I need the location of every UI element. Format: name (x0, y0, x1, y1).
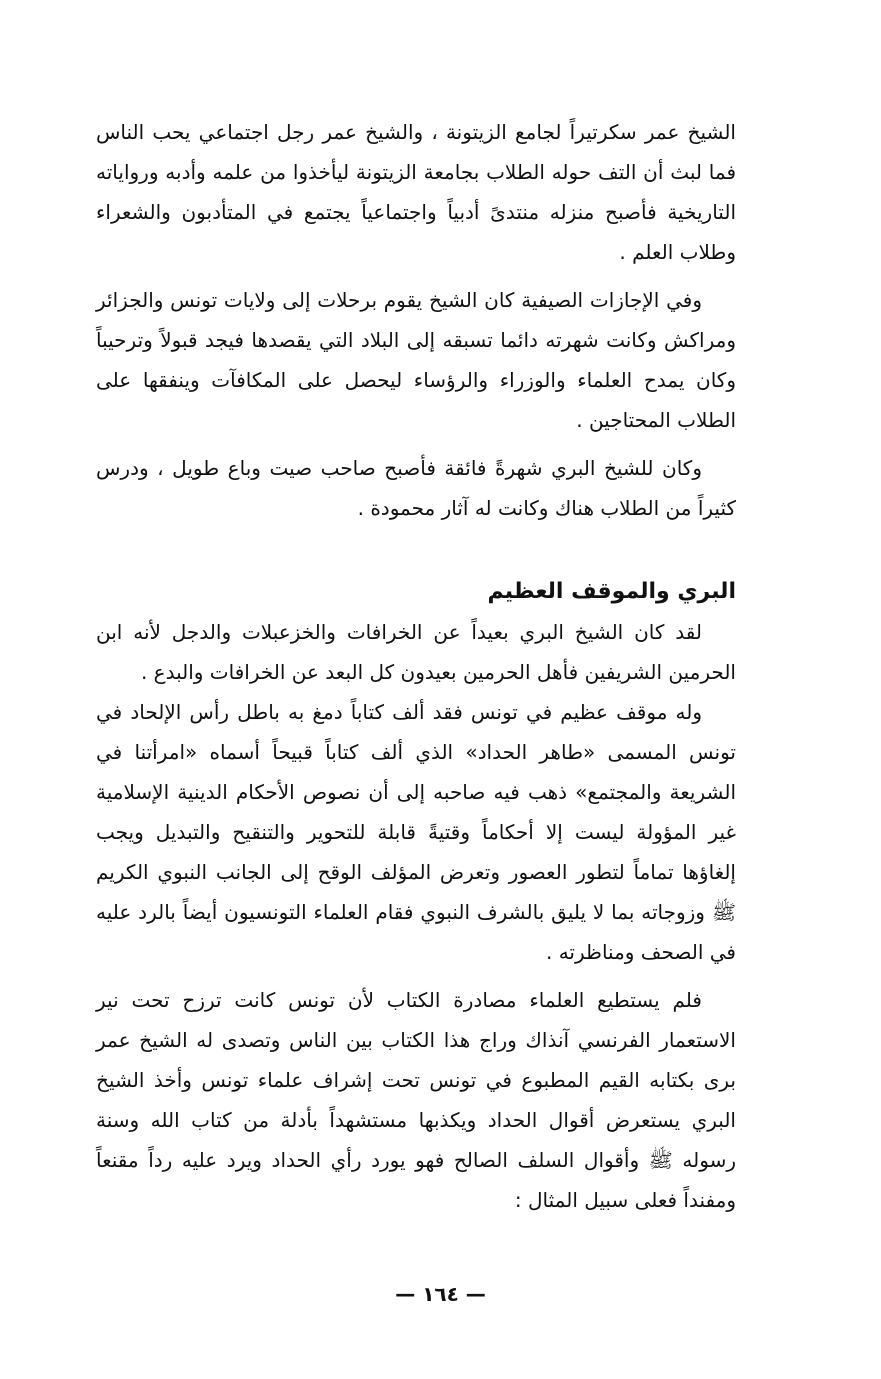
page-body (96, 112, 736, 1220)
paragraph-1: الشيخ عمر سكرتيراً لجامع الزيتونة ، والشيخ عمر رجل اجتماعي يحب الناس فما لبث أن التف حوله الطلاب بجامعة الزيتونة ليأخذوا من علمه وأدبه ورواياته التاريخية فأصبح منزله منتدىً أدبياً واجتماعياً يجتمع في المتأدبون والشعراء وطلاب العلم . (96, 120, 736, 264)
paragraph-2: وفي الإجازات الصيفية كان الشيخ يقوم برحلات إلى ولايات تونس والجزائر ومراكش وكانت شهرته دائما تسبقه إلى البلاد التي يقصدها فيجد قبولاً وترحيباً وكان يمدح العلماء والوزراء والرؤساء ليحصل على المكافآت وينفقها على الطلاب المحتاجين . (96, 288, 736, 432)
section-paragraph-2: وله موقف عظيم في تونس فقد ألف كتاباً دمغ به باطل رأس الإلحاد في تونس المسمى «طاهر الحداد» الذي ألف كتاباً قبيحاً أسماه «امرأتنا في الشريعة والمجتمع» ذهب فيه صاحبه إلى أن نصوص الأحكام الدينية الإسلامية غير المؤولة ليست إلا أحكاماً وقتيةً قابلة للتحوير والتنقيح والتبديل ويجب إلغاؤها تماماً لتطور العصور وتعرض المؤلف الوقح إلى الجانب النبوي الكريم ﷺ وزوجاته بما لا يليق بالشرف النبوي فقام العلماء التونسيون أيضاً بالرد عليه في الصحف ومناظرته . (96, 700, 736, 964)
section-paragraph-1: لقد كان الشيخ البري بعيداً عن الخرافات والخزعبلات والدجل لأنه ابن الحرمين الشريفين فأهل الحرمين بعيدون كل البعد عن الخرافات والبدع . (96, 620, 736, 684)
paragraph-3: وكان للشيخ البري شهرةً فائقة فأصبح صاحب صيت وباع طويل ، ودرس كثيراً من الطلاب هناك وكانت له آثار محمودة . (96, 456, 736, 520)
section-paragraph-3: فلم يستطيع العلماء مصادرة الكتاب لأن تونس كانت ترزح تحت نير الاستعمار الفرنسي آنذاك وراج هذا الكتاب بين الناس وتصدى له الشيخ عمر برى بكتابه القيم المطبوع في تونس تحت إشراف علماء تونس وأخذ الشيخ البري يستعرض أقوال الحداد ويكذبها مستشهداً بأدلة من كتاب الله وسنة رسوله ﷺ وأقوال السلف الصالح فهو يورد رأي الحداد ويرد عليه رداً مقنعاً ومفنداً فعلى سبيل المثال : (96, 988, 736, 1212)
page-number: — ١٦٤ — (395, 1282, 486, 1306)
section-heading: البري والموقف العظيم (487, 579, 736, 604)
